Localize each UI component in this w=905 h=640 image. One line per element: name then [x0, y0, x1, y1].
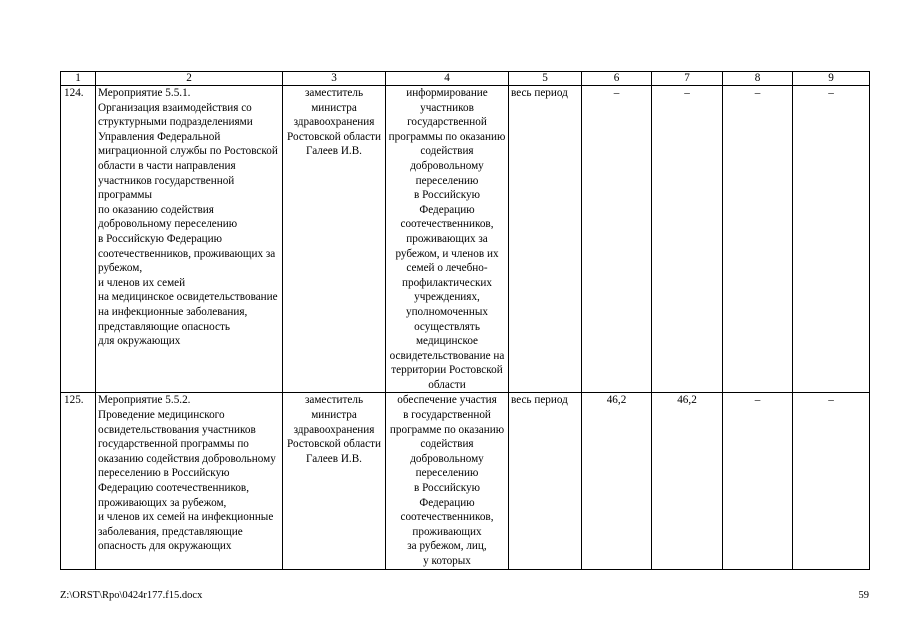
column-number: 6: [582, 72, 652, 86]
expected-result: обеспечение участия в государственной программе по оказанию содействия добровольному переселению в Российскую Федерацию соотечественников, проживающих за рубежом, лиц, у которых: [386, 393, 509, 569]
event-description: Мероприятие 5.5.1. Организация взаимодействия со структурными подразделениями Управления Федеральной миграционной службы по Ростовской области в части направления участников государственной программы по оказанию содействия добровольному переселению в Российскую Федерацию соотечественников, проживающих за рубежом, и членов их семей на медицинское освидетельствование на инфекционные заболевания, представляющие опасность для окружающих: [96, 86, 283, 393]
column-number: 7: [652, 72, 723, 86]
funding-value: –: [723, 86, 793, 393]
funding-value: 46,2: [582, 393, 652, 569]
funding-value: –: [793, 393, 870, 569]
column-number-row: [61, 72, 870, 86]
responsible-executor: заместитель министра здравоохранения Ростовской области Галеев И.В.: [283, 86, 386, 393]
funding-value: –: [723, 393, 793, 569]
implementation-period: весь период: [509, 393, 582, 569]
funding-value: –: [582, 86, 652, 393]
row-number: 125.: [61, 393, 96, 569]
program-table: [60, 71, 870, 570]
implementation-period: весь период: [509, 86, 582, 393]
funding-value: –: [793, 86, 870, 393]
column-number: 9: [793, 72, 870, 86]
responsible-executor: заместитель министра здравоохранения Ростовской области Галеев И.В.: [283, 393, 386, 569]
column-number: 8: [723, 72, 793, 86]
row-number: 124.: [61, 86, 96, 393]
page-number: 59: [858, 590, 869, 601]
table-row: [61, 393, 870, 569]
funding-value: 46,2: [652, 393, 723, 569]
column-number: 3: [283, 72, 386, 86]
event-description: Мероприятие 5.5.2. Проведение медицинского освидетельствования участников государственной программы по оказанию содействия добровольному переселению в Российскую Федерацию соотечественников, проживающих за рубежом, и членов их семей на инфекционные заболевания, представляющие опасность для окружающих: [96, 393, 283, 569]
column-number: 4: [386, 72, 509, 86]
column-number: 5: [509, 72, 582, 86]
column-number: 2: [96, 72, 283, 86]
file-path-footer: Z:\ORST\Rpo\0424r177.f15.docx: [60, 590, 203, 601]
expected-result: информирование участников государственной программы по оказанию содействия добровольному переселению в Российскую Федерацию соотечественников, проживающих за рубежом, и членов их семей о лечебно-профилактических учреждениях, уполномоченных осуществлять медицинское освидетельствование на территории Ростовской области: [386, 86, 509, 393]
funding-value: –: [652, 86, 723, 393]
table-row: [61, 86, 870, 393]
column-number: 1: [61, 72, 96, 86]
